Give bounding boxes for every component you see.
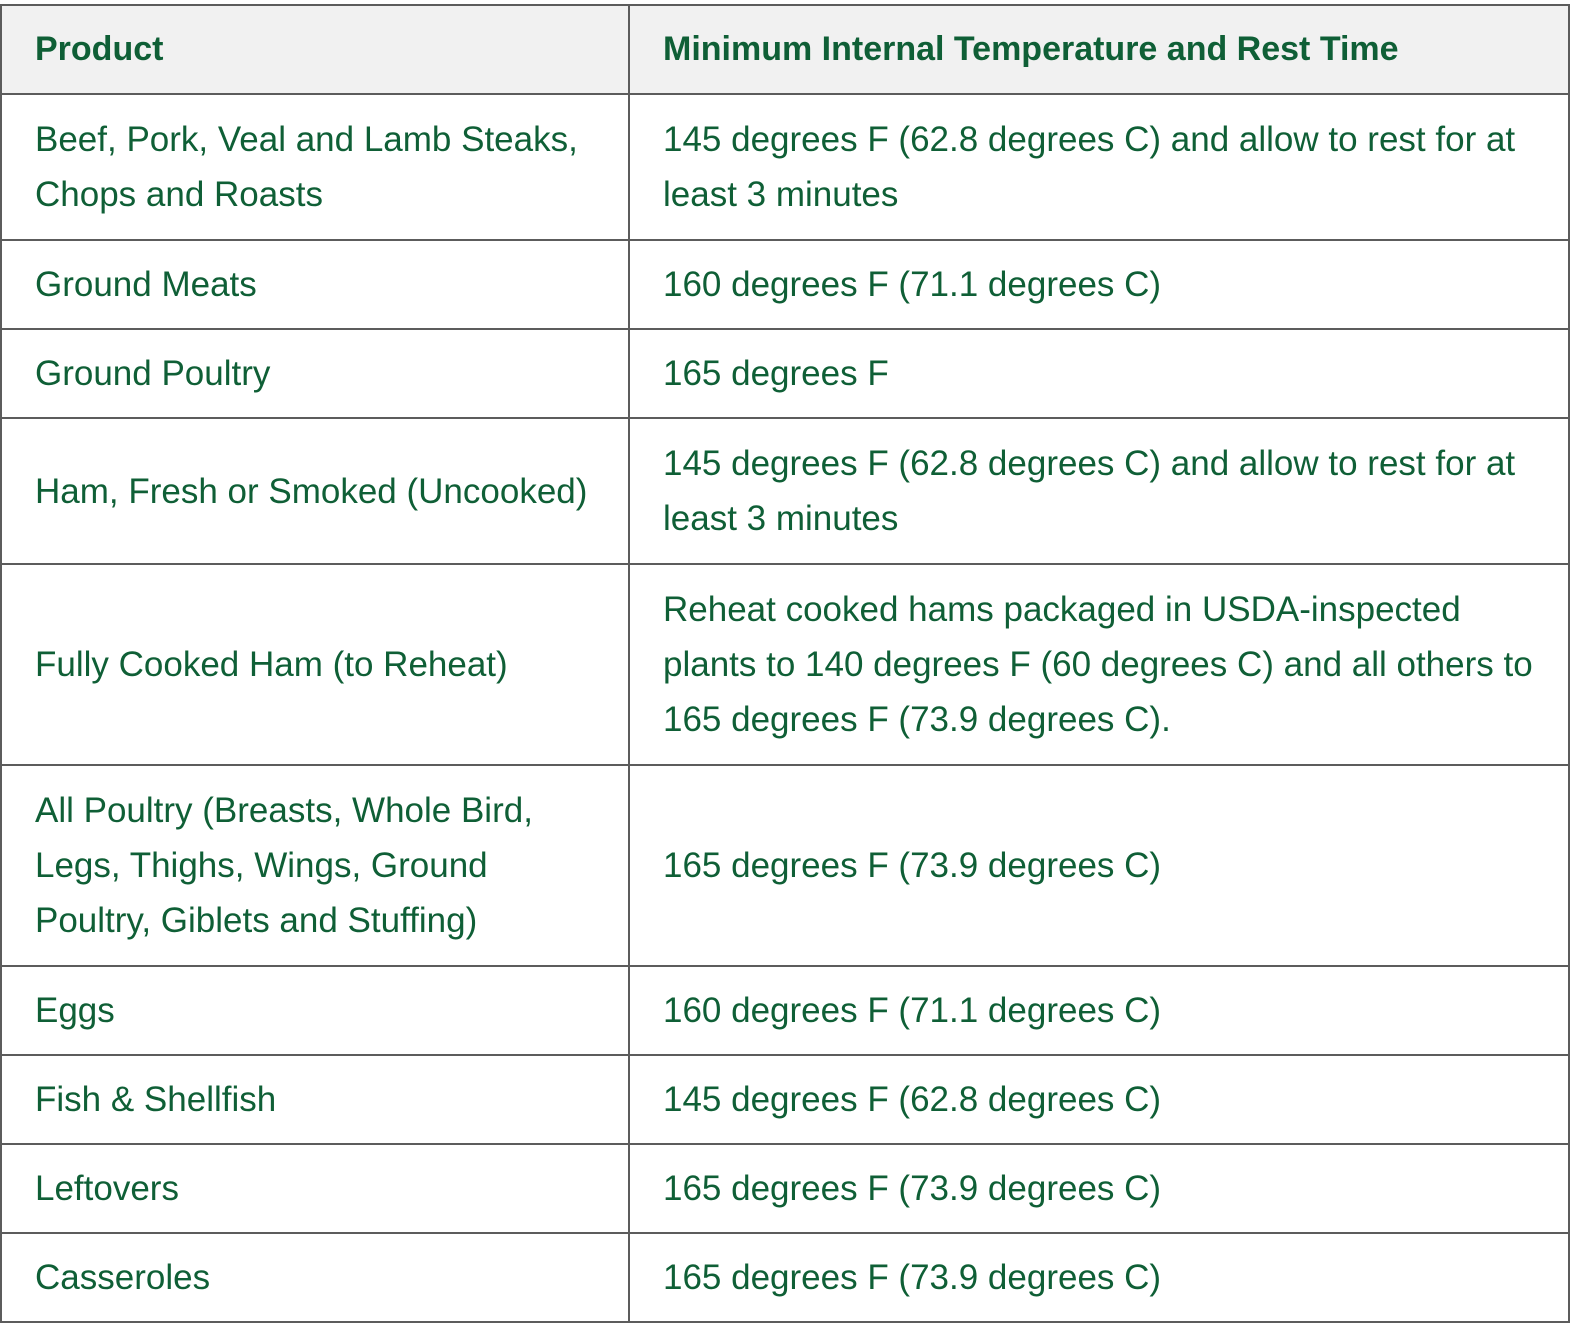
table-row — [1, 564, 1569, 765]
temperature-cell: 145 degrees F (62.8 degrees C) — [629, 1055, 1569, 1144]
table-row — [1, 240, 1569, 329]
product-cell: Ground Meats — [1, 240, 629, 329]
temperature-cell: 165 degrees F (73.9 degrees C) — [629, 1144, 1569, 1233]
header-product: Product — [1, 5, 629, 94]
product-cell: Fish & Shellfish — [1, 1055, 629, 1144]
product-cell: Leftovers — [1, 1144, 629, 1233]
temperature-cell: 145 degrees F (62.8 degrees C) and allow to rest for at least 3 minutes — [629, 418, 1569, 564]
temperature-cell: 160 degrees F (71.1 degrees C) — [629, 966, 1569, 1055]
temperature-cell: 145 degrees F (62.8 degrees C) and allow to rest for at least 3 minutes — [629, 94, 1569, 240]
product-cell: Eggs — [1, 966, 629, 1055]
table-row — [1, 94, 1569, 240]
product-cell: Ham, Fresh or Smoked (Uncooked) — [1, 418, 629, 564]
table-header-row — [1, 5, 1569, 94]
product-cell: Ground Poultry — [1, 329, 629, 418]
table-row — [1, 418, 1569, 564]
temperature-cell: 165 degrees F (73.9 degrees C) — [629, 765, 1569, 966]
temperature-cell: Reheat cooked hams packaged in USDA-inspected plants to 140 degrees F (60 degrees C) and all others to 165 degrees F (73.9 degrees C). — [629, 564, 1569, 765]
temperature-cell: 160 degrees F (71.1 degrees C) — [629, 240, 1569, 329]
table-row — [1, 966, 1569, 1055]
table-row — [1, 1055, 1569, 1144]
product-cell: Beef, Pork, Veal and Lamb Steaks, Chops and Roasts — [1, 94, 629, 240]
temperature-cell: 165 degrees F — [629, 329, 1569, 418]
table-row — [1, 765, 1569, 966]
product-cell: All Poultry (Breasts, Whole Bird, Legs, Thighs, Wings, Ground Poultry, Giblets and Stuffing) — [1, 765, 629, 966]
temperature-cell: 165 degrees F (73.9 degrees C) — [629, 1233, 1569, 1322]
table-row — [1, 1144, 1569, 1233]
temperature-table — [0, 4, 1570, 1323]
table-row — [1, 329, 1569, 418]
header-temperature: Minimum Internal Temperature and Rest Time — [629, 5, 1569, 94]
table-row — [1, 1233, 1569, 1322]
product-cell: Fully Cooked Ham (to Reheat) — [1, 564, 629, 765]
temperature-table-container — [0, 4, 1568, 1323]
product-cell: Casseroles — [1, 1233, 629, 1322]
